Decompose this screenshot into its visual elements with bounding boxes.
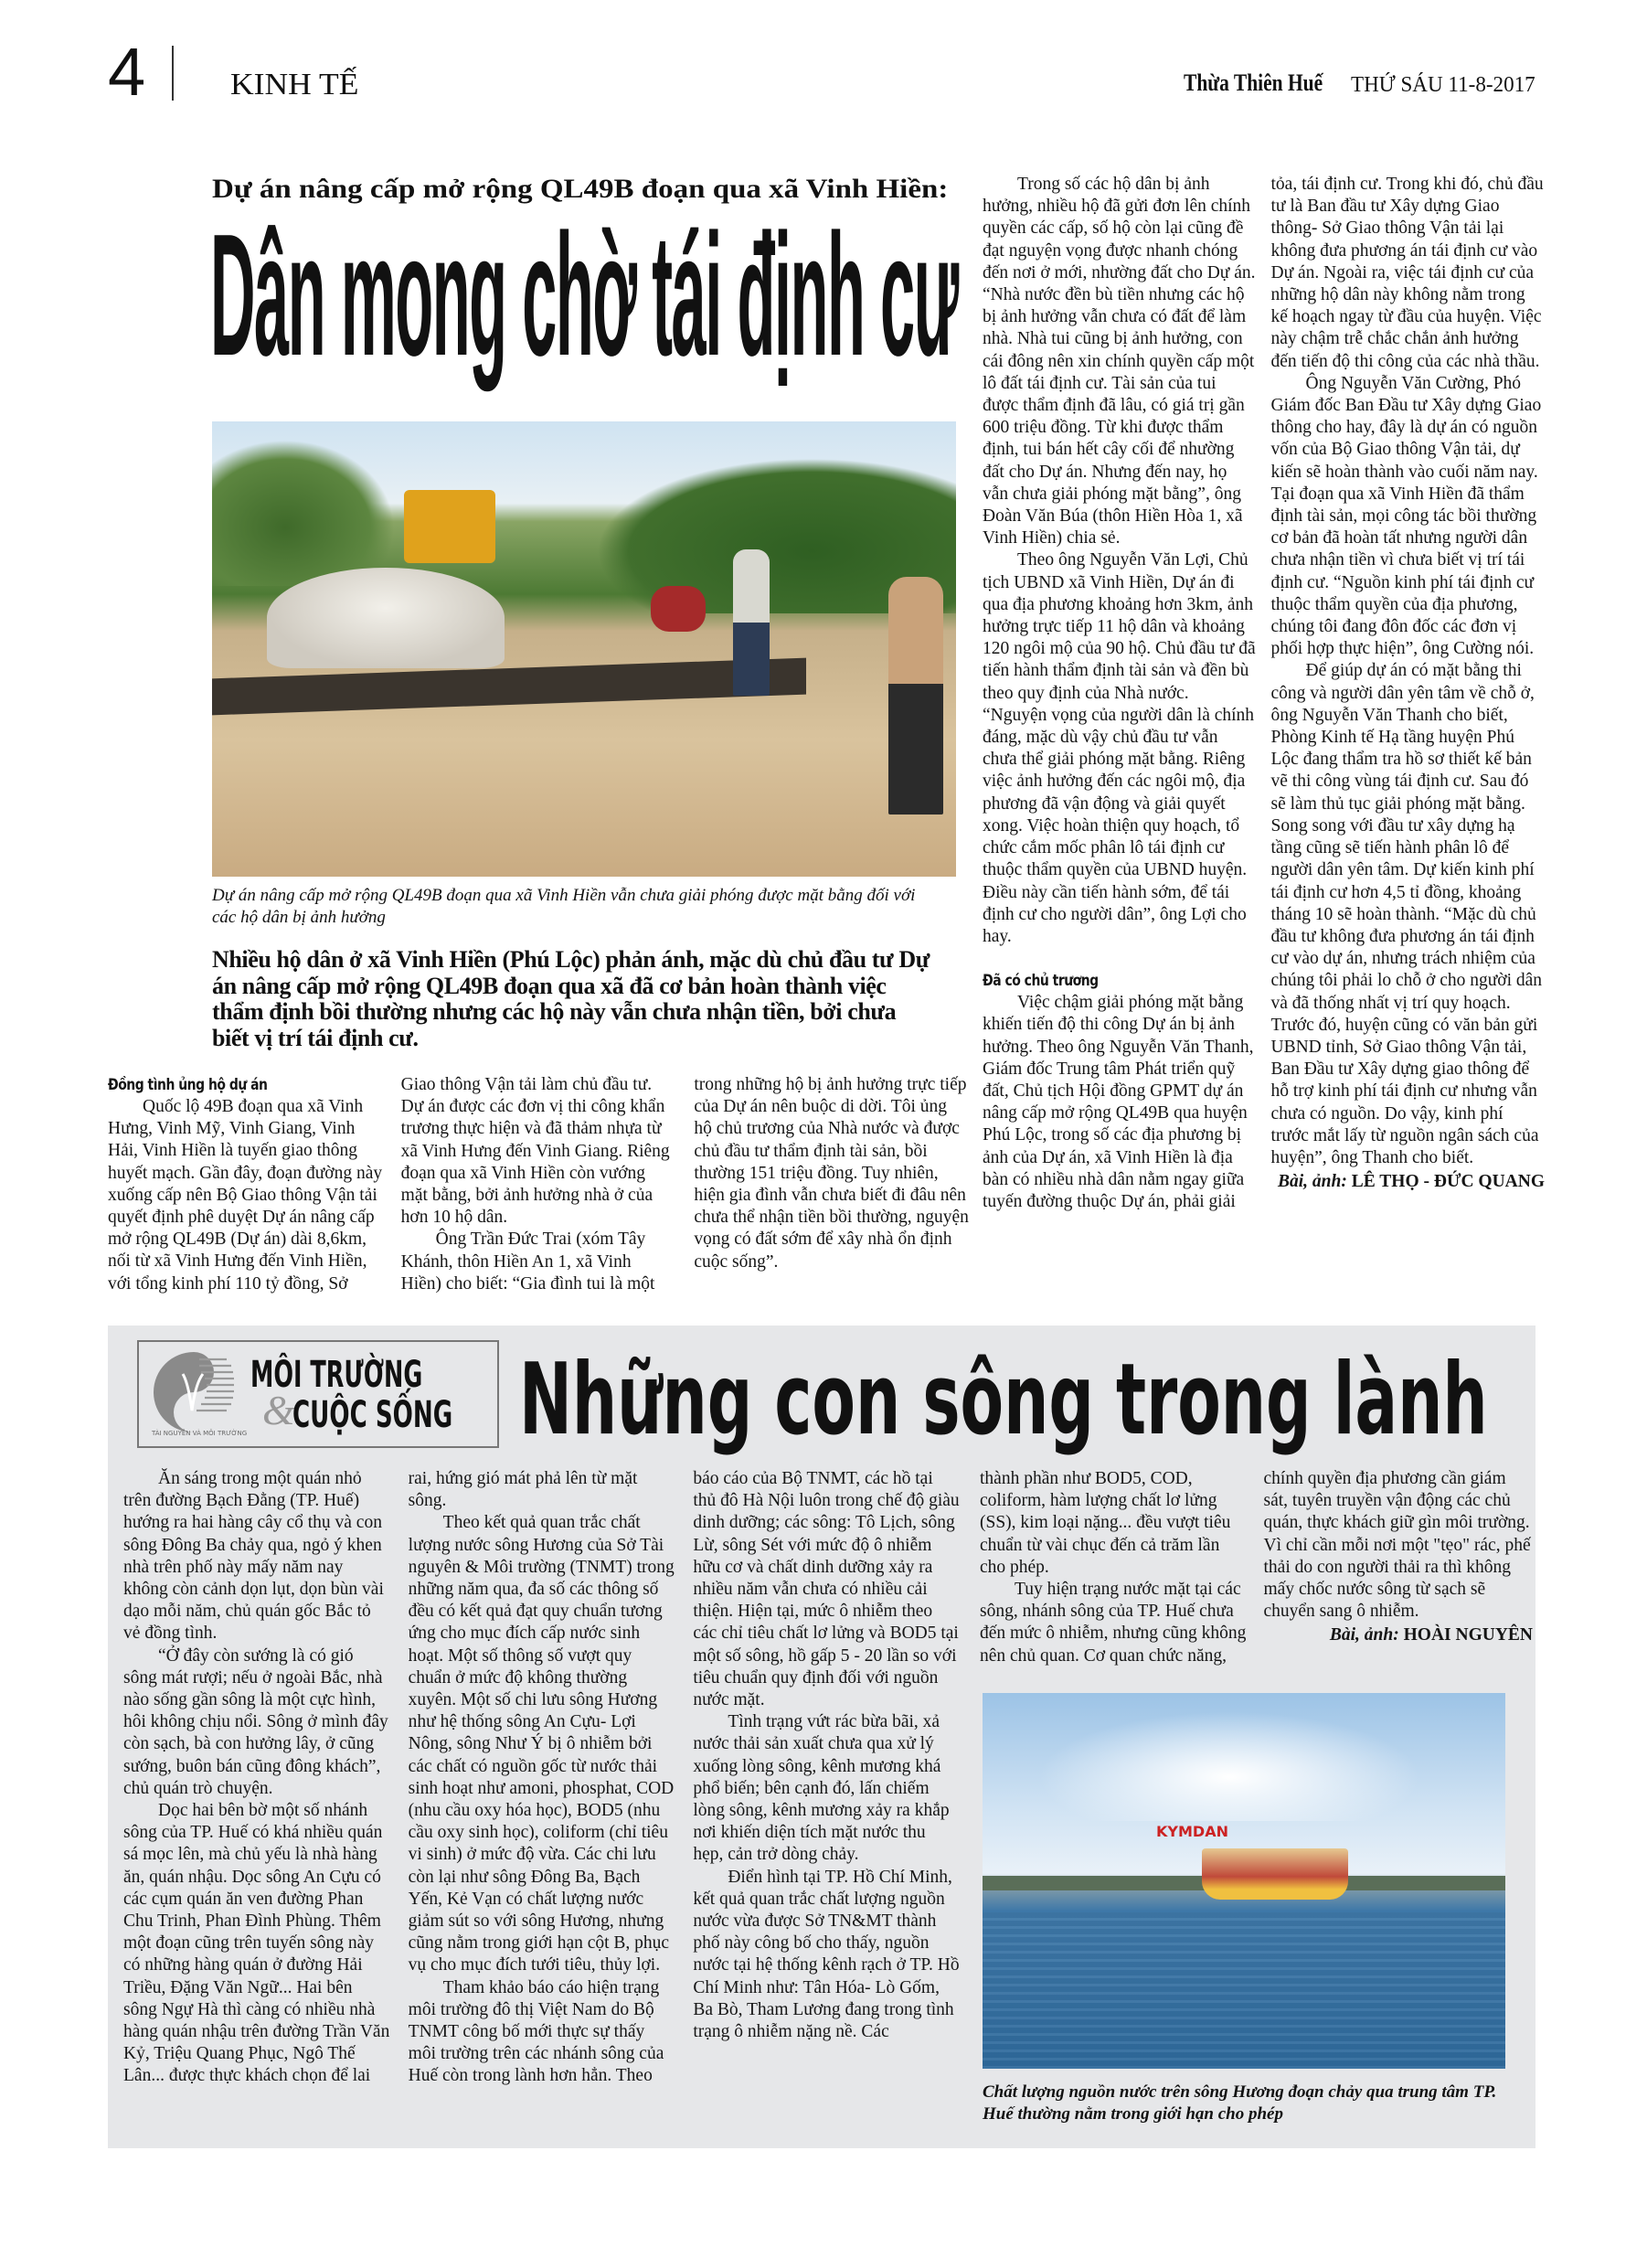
- page-number: 4: [108, 34, 146, 110]
- paragraph: Tình trạng vứt rác bừa bãi, xả nước thải sản xuất chưa qua xử lý xuống lòng sông, kênh mương khá phổ biến; bên cạnh đó, lấn chiếm lòng sông, kênh mương xảy ra khắp nơi khiến diện tích mặt nước thu hẹp, cản trở dòng chảy.: [693, 1712, 950, 1865]
- section-logo-line2: CUỘC SỐNG: [292, 1394, 453, 1436]
- lower-columns: [108, 1074, 969, 1295]
- article-headline: Dân mong chờ tái định cư: [210, 198, 958, 392]
- subhead-support: Đồng tình ủng hộ dự án: [108, 1076, 268, 1094]
- clouds: [1037, 1711, 1421, 1821]
- byline: [1271, 1171, 1546, 1193]
- section-logo-ampersand: &: [262, 1387, 295, 1433]
- paragraph: thành phần như BOD5, COD, coliform, hàm lượng chất lơ lửng (SS), kim loại nặng... đều vượt tiêu chuẩn từ vài chục đến cả trăm lần cho phép.: [980, 1469, 1231, 1577]
- paragraph: Để giúp dự án có mặt bằng thi công và người dân yên tâm về chỗ ở, ông Nguyễn Văn Thanh cho biết, Phòng Kinh tế Hạ tầng huyện Phú Lộc đang thẩm tra hồ sơ thiết kế bản vẽ thi công vùng tái định cư. Sau đó sẽ làm thủ tục giải phóng mặt bằng. Song song với đầu tư xây dựng hạ tầng cũng sẽ tiến hành phân lô để người dân yên tâm. Dự kiến kinh phí tái định cư hơn 4,5 tỉ đồng, khoảng tháng 10 sẽ hoàn thành. “Mặc dù chủ đầu tư không đưa phương án tái định cư vào dự án, nhưng trách nhiệm của chúng tôi phải lo chỗ ở cho người dân và đã thống nhất vị trí quy hoạch. Trước đó, huyện cũng có văn bản gửi UBND tỉnh, Sở Giao thông Vận tải, Ban Đầu tư Xây dựng giao thông để hỗ trợ kinh phí tái định cư nhưng vẫn chưa có nguồn. Do vậy, kinh phí trước mắt lấy từ nguồn ngân sách của huyện”, ông Thanh cho biết.: [1270, 661, 1543, 1167]
- newspaper-name: Thừa Thiên Huế: [1184, 69, 1323, 96]
- byline-authors: HOÀI NGUYÊN: [1403, 1625, 1533, 1645]
- paragraph: Điển hình tại TP. Hồ Chí Minh, kết quả quan trắc chất lượng nguồn nước vừa được Sở TN&MT thành phố này công bố cho thấy, nguồn nước tại hệ thống kênh rạch ở TP. Hồ Chí Minh như: Tân Hóa- Lò Gốm, Ba Bò, Tham Lương đang trong tình trạng ô nhiễm nặng nề. Các: [693, 1867, 960, 2042]
- paragraph: Theo ông Nguyễn Văn Lợi, Chủ tịch UBND xã Vinh Hiền, Dự án đi qua địa phương khoảng hơn 3km, ảnh hưởng trực tiếp 11 hộ dân và khoảng 120 ngôi mộ của 90 hộ. Chủ đầu tư đã tiến hành thẩm định tài sản và đền bù theo quy định của Nhà nước. “Nguyện vọng của người dân là chính đáng, mặc dù vậy chủ đầu tư vẫn chưa thể giải phóng mặt bằng. Riêng việc ảnh hưởng đến các ngôi mộ, địa phương đã vận động và giải quyết xong. Việc hoàn thiện quy hoạch, tổ chức cắm mốc phân lô tái định cư thuộc thẩm quyền của UBND huyện. Điều này cần tiến hành sớm, để tái định cư cho người dân”, ông Lợi cho hay.: [983, 550, 1256, 946]
- paragraph: Theo kết quả quan trắc chất lượng nước sông Hương của Sở Tài nguyên & Môi trường (TNMT) trong những năm qua, đa số các thông số đều có kết quả đạt quy chuẩn tương ứng cho mục đích cấp nước sinh hoạt. Một số thông số vượt quy chuẩn ở mức độ không thường xuyên. Một số chi lưu sông Hương như hệ thống sông An Cựu- Lợi Nông, sông Như Ý bị ô nhiễm bởi các chất có nguồn gốc từ nước thải sinh hoạt như amoni, phosphat, COD (nhu cầu oxy hóa học), BOD5 (nhu cầu oxy sinh học), coliform (chỉ tiêu vi sinh) ở mức độ vừa. Các chi lưu còn lại như sông Đông Ba, Bạch Yến, Kẻ Vạn có chất lượng nước giảm sút so với sông Hương, nhưng cũng nằm trong giới hạn cột B, phục vụ cho mục đích tưới tiêu, thủy lợi.: [408, 1513, 675, 1975]
- road-construction-photo: [212, 421, 956, 877]
- paragraph: Quốc lộ 49B đoạn qua xã Vinh Hưng, Vinh Mỹ, Vinh Giang, Vinh Hải, Vinh Hiền là tuyến giao thông huyết mạch. Gần đây, đoạn đường này xuống cấp nên Bộ Giao thông Vận tải quyết định phê duyệt Dự án nâng cấp mở rộng QL49B (Dự án) dài 8,6km, nối từ xã Vinh Hưng đến Vinh Hiền, với tổng kinh phí 110 tỷ đồng, Sở Giao thông Vận tải làm chủ đầu tư. Dự án được các đơn vị thi công khẩn trương thực hiện và đã thảm nhựa từ xã Vinh Hưng đến Vinh Giang. Riêng đoạn qua xã Vinh Hiền còn vướng mặt bằng, bởi ảnh hưởng nhà ở của hơn 10 hộ dân.: [108, 1075, 670, 1294]
- tnmt-emblem-icon: [146, 1347, 241, 1442]
- byline: [1264, 1624, 1534, 1646]
- article-kicker: Dự án nâng cấp mở rộng QL49B đoạn qua xã Vinh Hiền:: [212, 174, 949, 204]
- byline-authors: LÊ THỌ - ĐỨC QUANG: [1351, 1172, 1545, 1192]
- article-lead: Nhiều hộ dân ở xã Vinh Hiền (Phú Lộc) phản ánh, mặc dù chủ đầu tư Dự án nâng cấp mở rộng QL49B đoạn qua xã đã cơ bản hoàn thành việc thẩm định bồi thường nhưng các hộ này vẫn chưa nhận tiền, bởi chưa biết vị trí tái định cư.: [212, 946, 930, 1051]
- issue-date: THỨ SÁU 11-8-2017: [1351, 73, 1535, 97]
- trees-left: [212, 440, 395, 586]
- article2-headline: Những con sông trong lành: [519, 1343, 1488, 1457]
- river-photo-caption: Chất lượng nguồn nước trên sông Hương đoạn chảy qua trung tâm TP. Huế thường nằm trong giới hạn cho phép: [983, 2082, 1497, 2124]
- section-logo-line1: MÔI TRƯỜNG: [250, 1354, 423, 1396]
- photo-caption: Dự án nâng cấp mở rộng QL49B đoạn qua xã Vinh Hiền vẫn chưa giải phóng được mặt bằng đối với các hộ dân bị ảnh hưởng: [212, 886, 916, 927]
- paragraph: Dọc hai bên bờ một số nhánh sông của TP. Huế có khá nhiều quán sá mọc lên, mà chủ yếu là nhà hàng ăn, quán nhậu. Dọc sông An Cựu có các cụm quán ăn ven đường Phan Chu Trinh, Phan Đình Phùng. Thêm một đoạn cũng trên tuyến sông này có những hàng quán ở đường Hải Triều, Đặng Văn Ngữ... Hai bên sông Ngự Hà thì càng có nhiều nhà hàng quán nhậu trên đường Trần Văn Kỷ, Triệu Quang Phục, Ngô Thế Lân... được thực khách chọn để lai rai, hứng gió mát phả lên từ mặt sông.: [123, 1469, 638, 2086]
- paragraph: Ông Trần Đức Trai (xóm Tây Khánh, thôn Hiền An 1, xã Vinh Hiền) cho biết: “Gia đình tui là một trong những hộ bị ảnh hưởng trực tiếp của Dự án nên buộc di dời. Tôi ủng hộ chủ trương của Nhà nước và được chủ đầu tư thẩm định tài sản, bồi thường 151 triệu đồng. Tuy nhiên, hiện gia đình vẫn chưa biết đi đâu nên chưa thể nhận tiền bồi thường, nguyện vọng có đất sớm để xây nhà ổn định cuộc sống”.: [400, 1075, 969, 1294]
- paragraph: Tuy hiện trạng nước mặt tại các sông, nhánh sông của TP. Huế chưa đến mức ô nhiễm, nhưng cũng không nên chủ quan. Cơ quan chức năng, chính quyền địa phương cần giám sát, tuyên truyền vận động các chủ quán, thực khách giữ gìn môi trường. Vì chỉ cần mỗi nơi một "tẹo" rác, phế thải do con người thải ra thì không mấy chốc nước sông từ sạch sẽ chuyển sang ô nhiễm.: [980, 1469, 1531, 1666]
- paragraph: “Ở đây còn sướng là có gió sông mát rượi; nếu ở ngoài Bắc, nhà nào sống gần sông là một cực hình, hôi không chịu nổi. Sông ở mình đây còn sạch, bà con hưởng lây, ở cũng sướng, buôn bán cũng đông khách”, chủ quán trò chuyện.: [123, 1645, 388, 1798]
- motorbike: [651, 586, 706, 632]
- paragraph: Trong số các hộ dân bị ảnh hưởng, nhiều hộ đã gửi đơn lên chính quyền các cấp, số hộ còn lại cũng đề đạt nguyện vọng được nhanh chóng đến nơi ở mới, nhường đất cho Dự án. “Nhà nước đền bù tiền nhưng các hộ bị ảnh hưởng vẫn chưa có đất để làm nhà. Nhà tui cũng bị ảnh hưởng, con cái đông nên xin chính quyền cấp một lô đất tái định cư. Tài sản của tui được thẩm định đã lâu, có giá trị gần 600 triệu đồng. Từ khi được thẩm định, tui bán hết cây cối để nhường đất cho Dự án. Nhưng đến nay, họ vẫn chưa giải phóng mặt bằng”, ông Đoàn Văn Búa (thôn Hiền Hòa 1, xã Vinh Hiền) chia sẻ.: [983, 175, 1256, 548]
- subhead-policy: Đã có chủ trương: [983, 972, 1099, 991]
- paragraph: Ông Nguyễn Văn Cường, Phó Giám đốc Ban Đầu tư Xây dựng Giao thông cho hay, đây là dự án có nguồn vốn của Bộ Giao thông Vận tải, dự kiến sẽ hoàn thành vào cuối năm nay. Tại đoạn qua xã Vinh Hiền đã thẩm định tài sản, mọi công tác bồi thường cơ bản đã hoàn tất nhưng người dân chưa nhận tiền vì chưa biết vị trí tái định cư. “Nguồn kinh phí tái định cư thuộc thẩm quyền của địa phương, chúng tôi đang đôn đốc các đơn vị phối hợp thực hiện”, ông Cường nói.: [1270, 373, 1542, 659]
- paragraph: Tham khảo báo cáo hiện trạng môi trường đô thị Việt Nam do Bộ TNMT công bố mới thực sự thấy môi trường trên các nhánh sông của Huế còn trong lành hơn hẳn. Theo báo cáo của Bộ TNMT, các hồ tại thủ đô Hà Nội luôn trong chế độ giàu dinh dưỡng; các sông: Tô Lịch, sông Lừ, sông Sét với mức độ ô nhiễm hữu cơ và chất dinh dưỡng xảy ra nhiều năm vẫn chưa có nhiều cải thiện. Hiện tại, mức ô nhiễm theo các chỉ tiêu chất lơ lửng và BOD5 tại một số sông, hồ gấp 5 - 20 lần so với tiêu chuẩn quy định đối với nguồn nước mặt.: [408, 1469, 960, 2086]
- header-divider: [172, 46, 174, 101]
- gravel-pile: [267, 568, 505, 668]
- paragraph: Việc chậm giải phóng mặt bằng khiến tiến độ thi công Dự án bị ảnh hưởng. Theo ông Nguyễn Văn Thanh, Giám đốc Trung tâm Phát triển quỹ đất, Chủ tịch Hội đồng GPMT dự án nâng cấp mở rộng QL49B qua huyện Phú Lộc, trong số các địa phương bị ảnh của Dự án, xã Vinh Hiền là địa bàn có nhiều nhà dân nằm ngay giữa tuyến đường thuộc Dự án, phải giải tỏa, tái định cư. Trong khi đó, chủ đầu tư là Ban đầu tư Xây dựng Giao thông- Sở Giao thông Vận tải lại không đưa phương án tái định cư vào Dự án. Ngoài ra, việc tái định cư của những hộ dân này không nằm trong kế hoạch ngay từ đầu của huyện. Việc này chậm trễ chắc chắn ảnh hưởng đến tiến độ thi công của các nhà thầu.: [983, 175, 1544, 1211]
- worker-1: [733, 549, 770, 696]
- boat-sign: KYMDAN: [1156, 1823, 1228, 1840]
- worker-2: [888, 577, 943, 815]
- article2-main-columns: [123, 1468, 960, 2088]
- emblem-text: TÀI NGUYÊN VÀ MÔI TRƯỜNG: [152, 1430, 248, 1437]
- right-columns: [983, 174, 1545, 1213]
- water-ripples: [983, 1912, 1505, 2069]
- section-title: KINH TẾ: [230, 68, 359, 101]
- byline-label: Bài, ảnh:: [1278, 1172, 1347, 1192]
- article2-side-columns: [980, 1468, 1533, 1667]
- paragraph: Ăn sáng trong một quán nhỏ trên đường Bạch Đằng (TP. Huế) hướng ra hai hàng cây cổ thụ và con sông Đông Ba chảy qua, ngỏ ý khen nhà trên phố này mấy năm nay không còn cảnh dọn lụt, dọn bùn vài dạo mỗi năm, chủ quán gốc Bắc tỏ vẻ đồng tình.: [123, 1469, 384, 1644]
- boat: [1156, 1823, 1348, 1900]
- byline-label: Bài, ảnh:: [1329, 1625, 1399, 1645]
- section-logo-box: [137, 1340, 499, 1448]
- huong-river-photo: [983, 1693, 1505, 2069]
- road-roller: [404, 490, 495, 563]
